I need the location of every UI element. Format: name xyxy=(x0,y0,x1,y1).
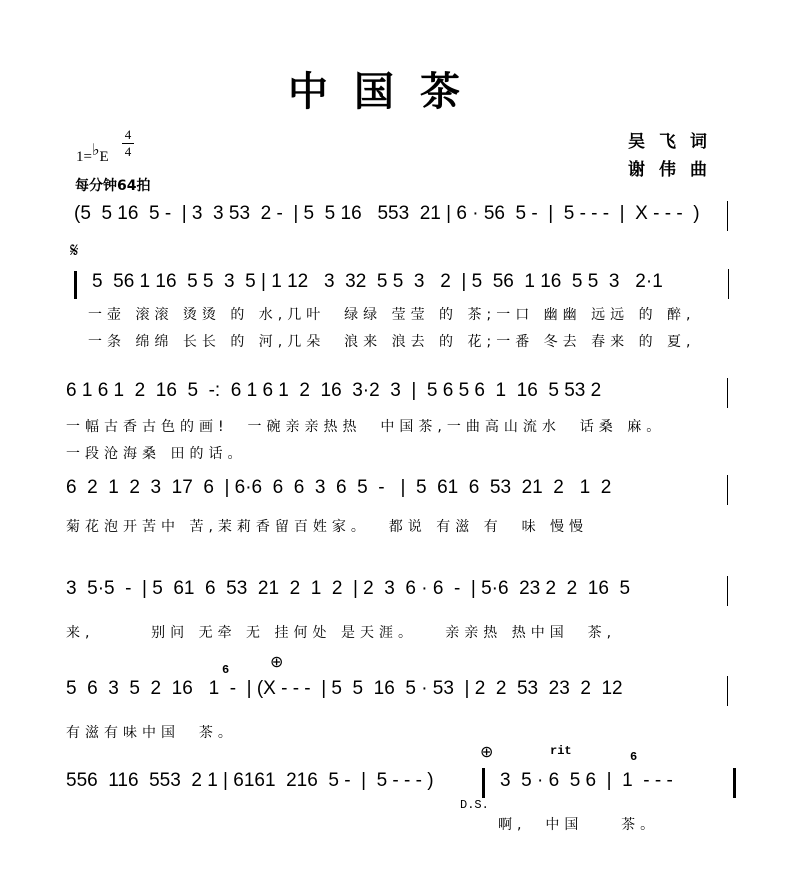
lyric-line: 菊花泡开苦中 苦,茉莉香留百姓家。 都说 有滋 有 味 慢慢 xyxy=(66,519,589,535)
notes: 5 56 1 16 5 5 3 5 | 1 12 3 32 5 5 3 2 | 5 56 1 16 5 5 3 2·1 xyxy=(92,271,663,292)
notes: 3 5·5 - | 5 61 6 53 21 2 1 2 | 2 3 6 · 6 - | 5·6 23 2 2 16 5 xyxy=(66,578,631,599)
lyric-line-2: 一段沧海桑 田的话。 xyxy=(66,446,247,462)
notes-ending: 3 5 · 6 5 6 | 1 - - - xyxy=(500,770,673,791)
lyricist-credit: 吴飞词 xyxy=(628,132,721,152)
ds-marking: D.S. xyxy=(460,798,489,812)
ds-barline xyxy=(482,768,485,798)
key-label: 1= xyxy=(76,149,92,165)
final-barline xyxy=(733,768,736,798)
time-signature xyxy=(122,128,134,159)
notes: 6 2 1 2 3 17 6 | 6·6 6 6 3 6 5 - | 5 61 6 53 21 2 1 2 xyxy=(66,477,612,498)
notes: (5 5 16 5 - | 3 3 53 2 - | 5 5 16 553 21 | 6 · 56 5 - | 5 - - - | X - - - ) xyxy=(74,203,700,224)
lyric-verse-1: 一壶 滚滚 烫烫 的 水,几叶 绿绿 莹莹 的 茶;一口 幽幽 远远 的 醉, xyxy=(88,307,696,323)
coda-icon: ⊕ xyxy=(480,742,494,761)
flat-icon: ♭ xyxy=(91,142,100,159)
barline xyxy=(727,576,728,606)
segno-icon: 𝄋 xyxy=(70,238,79,262)
key-signature xyxy=(76,140,109,166)
time-top: 4 xyxy=(124,127,132,142)
barline xyxy=(727,475,728,505)
repeat-start-barline xyxy=(74,271,77,299)
time-bottom: 4 xyxy=(124,144,132,159)
lyric-line: 啊, 中国 茶。 xyxy=(498,817,660,833)
key-note: E xyxy=(99,149,109,165)
notes: 6 1 6 1 2 16 5 -: 6 1 6 1 2 16 3·2 3 | 5 6 5 6 1 16 5 53 2 xyxy=(66,380,602,401)
barline xyxy=(727,676,728,706)
coda-icon: ⊕ xyxy=(270,652,284,671)
lyric-line: 来, 别问 无牵 无 挂何处 是天涯。 亲亲热 热中国 茶, xyxy=(66,625,617,641)
barline xyxy=(727,201,728,231)
song-title: 中国茶 xyxy=(288,68,486,115)
notes: 5 6 3 5 2 16 1 - | (X - - - | 5 5 16 5 · 53 | 2 2 53 23 2 12 xyxy=(66,678,623,699)
barline xyxy=(728,269,729,299)
lyric-line: 有滋有味中国 茶。 xyxy=(66,725,237,741)
tempo-marking: 每分钟64拍 xyxy=(75,178,151,194)
composer-credit: 谢伟曲 xyxy=(628,160,721,180)
barline xyxy=(727,378,728,408)
notes: 556 116 553 2 1 | 6161 216 5 - | 5 - - - ) xyxy=(66,770,434,791)
lyric-line-1: 一幅古香古色的画! 一碗亲亲热热 中国茶,一曲高山流水 话桑 麻。 xyxy=(66,419,666,435)
ritardando-marking: rit xyxy=(550,744,572,758)
lyric-verse-2: 一条 绵绵 长长 的 河,几朵 浪来 浪去 的 花;一番 冬去 春来 的 夏, xyxy=(88,334,696,350)
grace-note: 6 xyxy=(222,663,230,677)
grace-note: 6 xyxy=(630,750,638,764)
